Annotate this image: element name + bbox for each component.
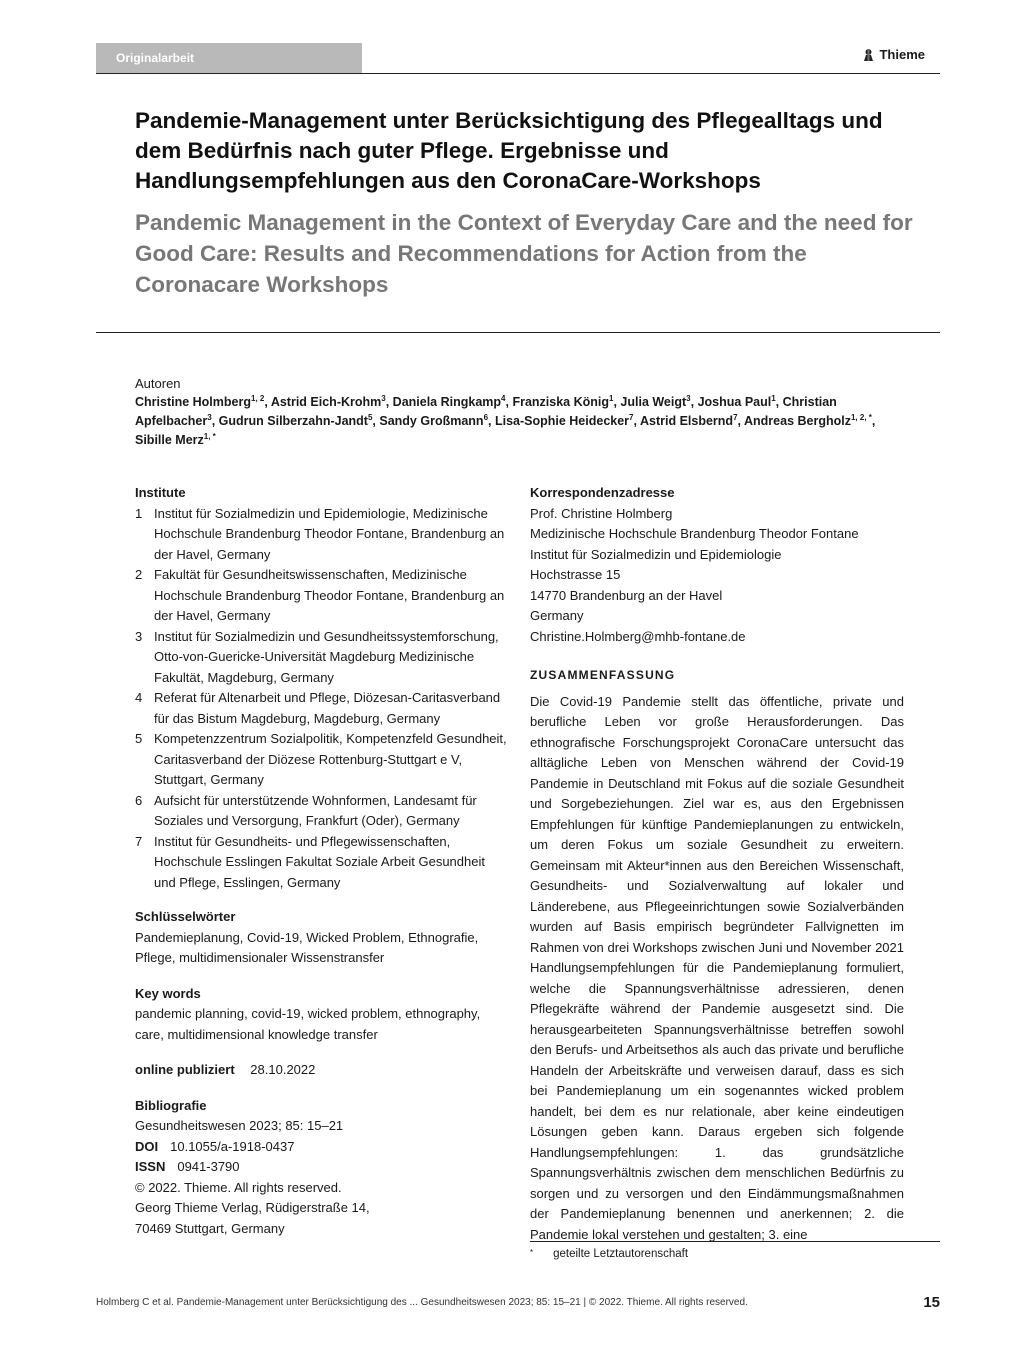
footnote-text: geteilte Letztautorenschaft	[553, 1248, 689, 1260]
keywords-de-block	[135, 907, 510, 969]
author-name: Daniela Ringkamp	[392, 395, 502, 409]
author-name: Sandy Großmann	[379, 414, 484, 428]
author-separator: ,	[690, 395, 698, 409]
institute-text: Institut für Sozialmedizin und Gesundheitssystemforschung, Otto-von-Guericke-Universität Magdeburg Medizinische Fakultät, Magdeburg, Germany	[154, 628, 499, 685]
author-name: Astrid Elsbernd	[639, 414, 734, 428]
author-name: Astrid Eich-Krohm	[270, 395, 382, 409]
thieme-emblem-icon	[862, 48, 875, 62]
author-separator: ,	[775, 395, 783, 409]
bibliografie-heading: Bibliografie	[135, 1097, 207, 1113]
author-name: Lisa-Sophie Heidecker	[494, 414, 630, 428]
author-separator: ,	[505, 395, 513, 409]
author-separator: ,	[211, 414, 219, 428]
left-column	[135, 483, 510, 1239]
header-rule	[96, 73, 940, 74]
issn-line	[135, 1157, 510, 1178]
publisher-name: Thieme	[879, 47, 925, 62]
author-separator: ,	[871, 414, 876, 428]
institute-item	[135, 627, 510, 689]
institute-item	[135, 504, 510, 566]
author-separator: ,	[613, 395, 621, 409]
author-affiliation-mark: 1	[771, 393, 776, 403]
doi-line	[135, 1137, 510, 1158]
author-affiliation-mark: 5	[367, 412, 373, 422]
article-type-badge: Originalarbeit	[96, 43, 362, 73]
author-separator: ,	[633, 414, 640, 428]
correspondence-heading: Korrespondenzadresse	[530, 485, 675, 500]
doi-value[interactable]: 10.1055/a-1918-0437	[170, 1138, 295, 1154]
abstract-text: Die Covid-19 Pandemie stellt das öffentliche, private und berufliche Leben vor große Herausforderungen. Das ethnografische Forschungsprojekt CoronaCare untersucht das alltägliche Leben von Menschen während der Covid-19 Pandemie in Deutschland mit Fokus auf die soziale Gesundheit und Sorgebeziehungen. Ziel war es, aus den Ergebnissen Empfehlungen für künftige Pandemieplanungen zu entwickeln, um deren Fokus um soziale Gesundheit zu erweitern. Gemeinsam mit Akteur*innen aus den Bereichen Wissenschaft, Gesundheits- und Sozialverwaltung auf lokaler und Länderebene, aus Pflegeeinrichtungen sowie Sozialverbänden wurden auf Basis empirisch begründeter Fallvignetten im Rahmen von drei Workshops zwischen Juni und November 2021 Handlungsempfehlungen für die Pandemieplanung formuliert, welche die Spannungsverhältnisse adressieren, denen Pflegekräfte während der Pandemie ausgesetzt sind. Die herausgearbeiteten Spannungsverhältnisse betreffen sowohl den Berufs- und Arbeitsethos als auch das private und berufliche Handeln der Arbeitskräfte und verweisen darauf, dass es sich bei Pandemieplanung um ein sogenanntes wicked problem handelt, bei dem es nur relationale, aber keine eindeutigen Lösungen geben kann. Daraus ergeben sich folgende Handlungsempfehlungen: 1. das grundsätzliche Spannungsverhältnis zwischen dem menschlichen Bedürfnis zu sorgen und zu versorgen und den Eindämmungsmaßnahmen der Pandemieplanung benennen und anerkennen; 2. die Pandemie lokal verstehen und gestalten; 3. eine	[530, 693, 904, 1242]
publisher-city-line: 70469 Stuttgart, Germany	[135, 1220, 285, 1236]
author-name: Andreas Bergholz	[744, 414, 851, 428]
author-separator: ,	[372, 414, 380, 428]
author-name: Franziska König	[512, 395, 609, 409]
author-name: Gudrun Silberzahn-Jandt	[218, 414, 368, 428]
institute-text: Kompetenzzentrum Sozialpolitik, Kompetenzfeld Gesundheit, Caritasverband der Diözese Rottenburg-Stuttgart e V, Stuttgart, Germany	[154, 731, 507, 787]
journal-citation: Gesundheitswesen 2023; 85: 15–21	[135, 1118, 344, 1133]
institute-item	[135, 688, 510, 729]
institute-number: 3	[135, 628, 143, 644]
author-affiliation-mark: 1	[609, 393, 614, 403]
footnote	[530, 1248, 688, 1260]
author-name: Sibille Merz	[135, 433, 204, 447]
title-english: Pandemic Management in the Context of Everyday Care and the need for Good Care: Results and Recommendations for Action from the Coronacare Workshops	[135, 210, 913, 297]
authors-block	[135, 374, 895, 450]
institute-number: 6	[135, 792, 143, 808]
institute-text: Referat für Altenarbeit und Pflege, Diözesan-Caritasverband für das Bistum Magdeburg, Magdeburg, Germany	[154, 690, 501, 726]
online-date: 28.10.2022	[250, 1062, 316, 1077]
institute-number: 7	[135, 833, 143, 849]
page-number: 15	[923, 1294, 940, 1311]
author-affiliation-mark: 7	[629, 412, 634, 422]
publisher-address-line: Georg Thieme Verlag, Rüdigerstraße 14,	[135, 1200, 370, 1215]
author-name: Joshua Paul	[697, 395, 772, 409]
right-column	[530, 483, 904, 1245]
correspondence-line: Institut für Sozialmedizin und Epidemiologie	[530, 546, 782, 562]
publisher-logo	[862, 47, 925, 62]
footnote-rule	[530, 1241, 940, 1242]
institute-number: 4	[135, 690, 143, 705]
author-separator: ,	[385, 395, 393, 409]
keywords-text: pandemic planning, covid-19, wicked problem, ethnography, care, multidimensional knowledge transfer	[135, 1006, 481, 1042]
author-affiliation-mark: 3	[686, 393, 691, 403]
author-separator: ,	[737, 414, 744, 428]
author-affiliation-mark: 1, 2, *	[850, 412, 872, 422]
online-published	[135, 1060, 510, 1081]
keywords-heading: Key words	[135, 985, 201, 1001]
doi-label: DOI	[135, 1138, 159, 1154]
institute-item	[135, 832, 510, 894]
abstract-heading: ZUSAMMENFASSUNG	[530, 668, 676, 682]
author-separator: ,	[488, 414, 495, 428]
institute-number: 1	[135, 505, 143, 521]
institute-text: Fakultät für Gesundheitswissenschaften, Medizinische Hochschule Brandenburg Theodor Fontane, Brandenburg an der Havel, Germany	[154, 567, 505, 623]
institute-number: 2	[135, 567, 143, 582]
authors-label: Autoren	[135, 376, 181, 391]
institute-number: 5	[135, 731, 143, 746]
issn-value: 0941-3790	[177, 1159, 240, 1174]
bibliography-block	[135, 1096, 510, 1240]
issn-label: ISSN	[135, 1159, 166, 1174]
author-affiliation-mark: 3	[207, 412, 212, 422]
author-affiliation-mark: 1, *	[203, 431, 216, 441]
author-separator: ,	[264, 395, 271, 409]
institute-item	[135, 565, 510, 627]
author-affiliation-mark: 7	[733, 412, 738, 422]
institute-text: Aufsicht für unterstützende Wohnformen, Landesamt für Soziales und Versorgung, Frankfurt (Oder), Germany	[154, 792, 477, 828]
correspondence-line: Medizinische Hochschule Brandenburg Theodor Fontane	[530, 526, 859, 541]
institute-text: Institut für Gesundheits- und Pflegewissenschaften, Hochschule Esslingen Fakultat Soziale Arbeit Gesundheit und Pflege, Esslingen, Germany	[154, 833, 485, 890]
title-rule	[96, 332, 940, 333]
institute-text: Institut für Sozialmedizin und Epidemiologie, Medizinische Hochschule Brandenburg Theodor Fontane, Brandenburg an der Havel, Germany	[154, 505, 505, 562]
correspondence-line: 14770 Brandenburg an der Havel	[530, 587, 723, 603]
footnote-mark: *	[530, 1248, 534, 1257]
author-name: Christine Holmberg	[135, 395, 251, 409]
correspondence-email[interactable]: Christine.Holmberg@mhb-fontane.de	[530, 628, 746, 644]
schluesselwoerter-heading: Schlüsselwörter	[135, 909, 236, 924]
keywords-en-block	[135, 984, 510, 1046]
schluesselwoerter-text: Pandemieplanung, Covid-19, Wicked Problem, Ethnografie, Pflege, multidimensionaler Wissenstransfer	[135, 929, 479, 965]
author-affiliation-mark: 1, 2	[251, 393, 265, 403]
title-german: Pandemie-Management unter Berücksichtigung des Pflegealltags und dem Bedürfnis nach guter Pflege. Ergebnisse und Handlungsempfehlungen aus den CoronaCare-Workshops	[135, 108, 883, 193]
institute-item	[135, 791, 510, 832]
institute-item	[135, 729, 510, 791]
copyright-line: © 2022. Thieme. All rights reserved.	[135, 1179, 342, 1195]
author-list	[135, 393, 895, 450]
correspondence-line: Prof. Christine Holmberg	[530, 505, 673, 521]
author-affiliation-mark: 4	[501, 393, 506, 403]
correspondence-line: Hochstrasse 15	[530, 567, 621, 582]
author-name: Julia Weigt	[620, 395, 687, 409]
footer-citation: Holmberg C et al. Pandemie-Management unter Berücksichtigung des ... Gesundheitswesen 2023; 85: 15–21 | © 2022. Thieme. All rights reserved.	[96, 1297, 748, 1308]
correspondence-line: Germany	[530, 608, 584, 623]
institutes-heading: Institute	[135, 485, 186, 500]
author-affiliation-mark: 6	[483, 412, 489, 422]
institutes-list	[135, 504, 510, 894]
online-label: online publiziert	[135, 1062, 235, 1077]
author-affiliation-mark: 3	[381, 393, 386, 403]
author-name: Christian Apfelbacher	[135, 395, 837, 428]
